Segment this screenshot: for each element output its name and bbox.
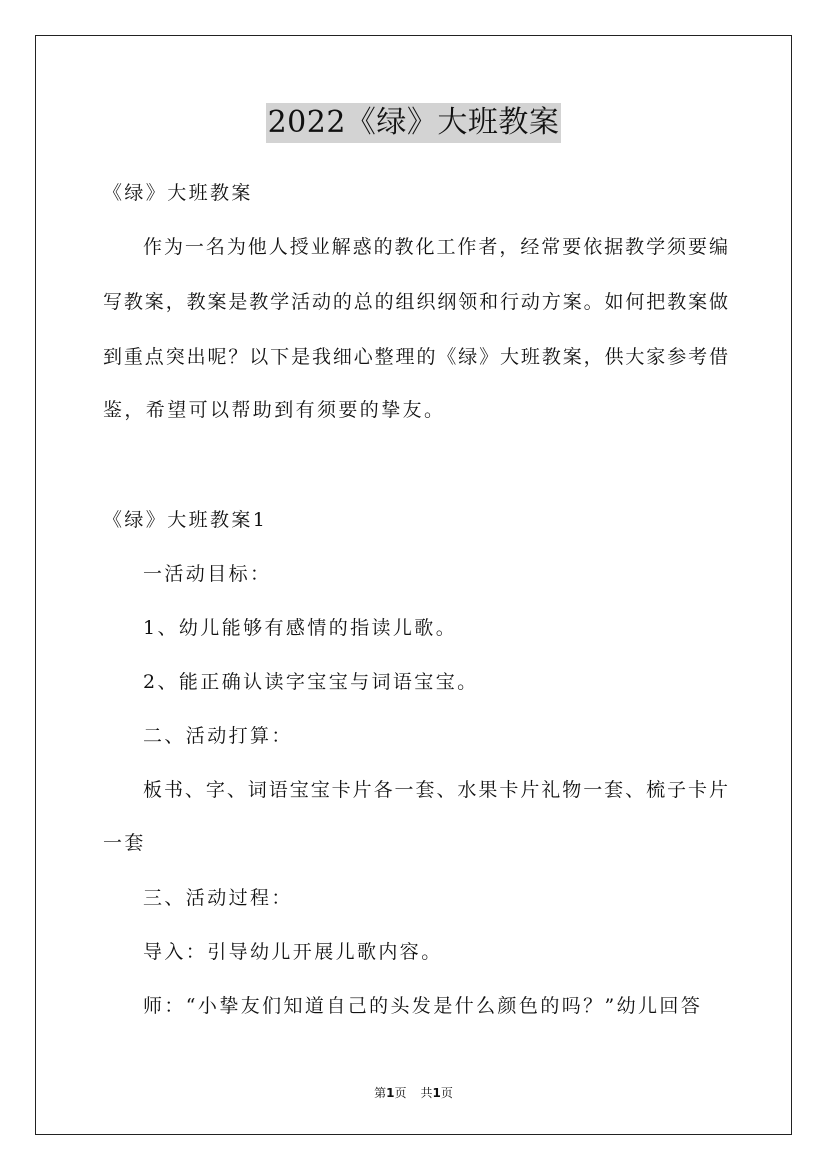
intro-paragraph-line: 鉴，希望可以帮助到有须要的挚友。 [103,399,446,421]
title-wrap [0,103,827,143]
prep-line-2: 一套 [103,832,146,854]
prep-line-1: 板书、字、词语宝宝卡片各一套、水果卡片礼物一套、梳子卡片 [143,779,728,801]
goal-heading: 一活动目标： [143,563,272,585]
footer-total-prefix: 共 [420,1086,433,1100]
teacher-line: 师：“小挚友们知道自己的头发是什么颜色的吗？”幼儿回答 [143,995,703,1017]
prep-heading: 二、活动打算： [143,725,293,747]
section-heading: 《绿》大班教案1 [103,509,268,531]
page-footer [0,1085,827,1101]
goal-item-2: 2、能正确认读字宝宝与词语宝宝。 [143,671,479,693]
intro-step: 导入：引导幼儿开展儿歌内容。 [143,941,443,963]
intro-heading: 《绿》大班教案 [103,182,253,204]
document-title: 2022《绿》大班教案 [266,103,562,143]
intro-paragraph-line: 写教案，教案是教学活动的总的组织纲领和行动方案。如何把教案做 [103,291,728,313]
process-heading: 三、活动过程： [143,887,293,909]
intro-paragraph-line: 到重点突出呢？以下是我细心整理的《绿》大班教案，供大家参考借 [103,346,728,368]
footer-page-prefix: 第 [374,1086,387,1100]
intro-paragraph-line: 作为一名为他人授业解惑的教化工作者，经常要依据教学须要编 [143,236,728,258]
goal-item-1: 1、幼儿能够有感情的指读儿歌。 [143,617,458,639]
footer-total-suffix: 页 [440,1086,453,1100]
footer-page-number: 1 [386,1086,395,1100]
footer-total-number: 1 [432,1086,441,1100]
footer-page-suffix: 页 [394,1086,407,1100]
